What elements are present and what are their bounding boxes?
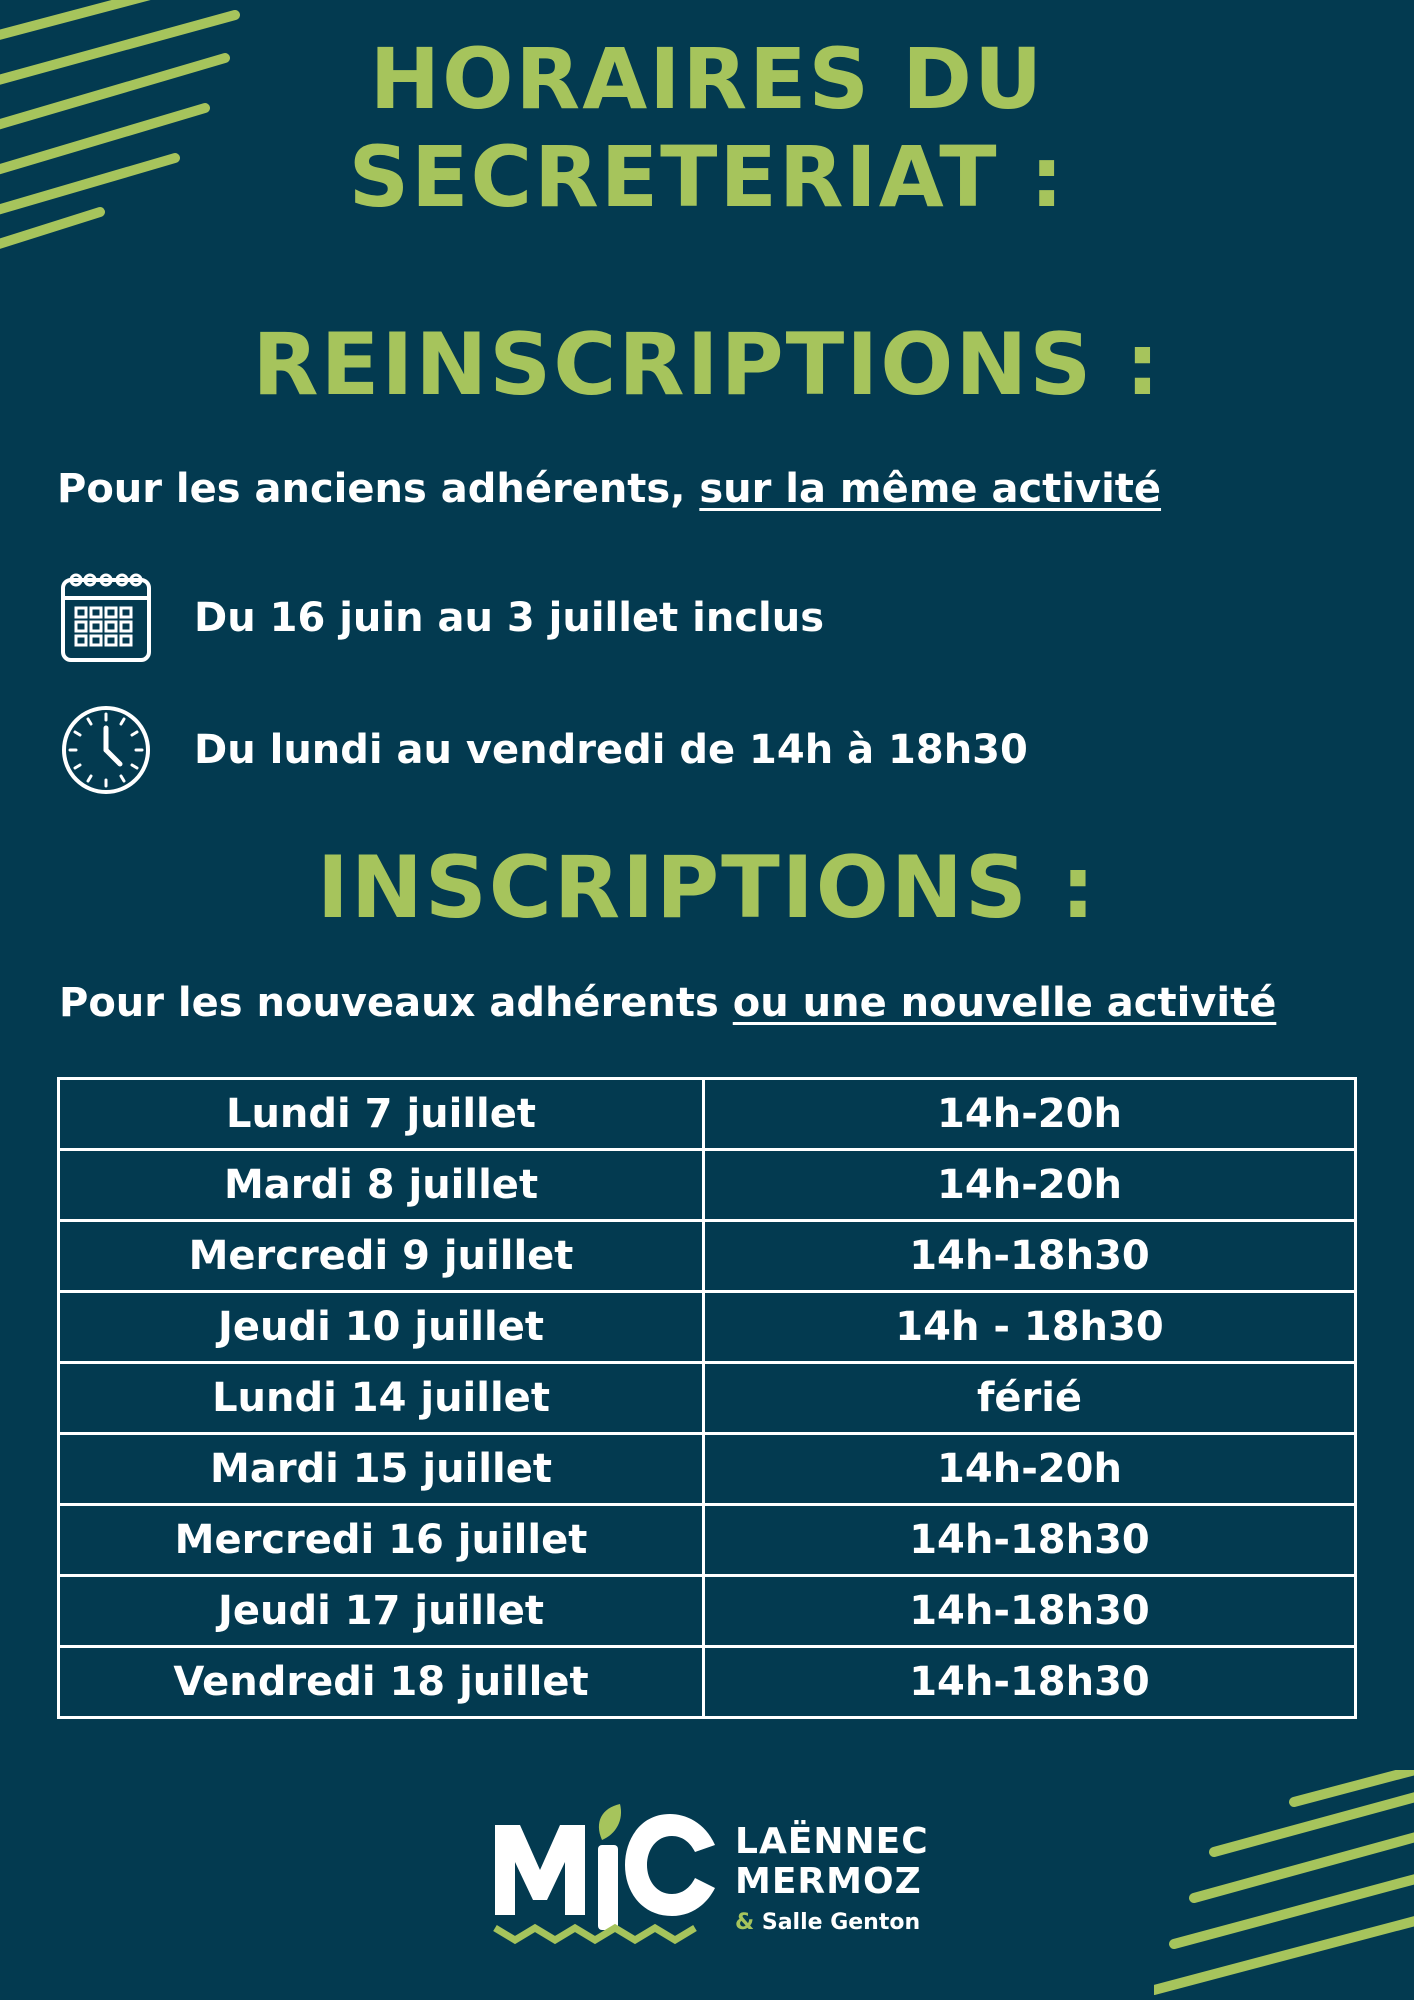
- inscriptions-intro-text: Pour les nouveaux adhérents: [59, 980, 733, 1026]
- schedule-day: Mercredi 9 juillet: [59, 1221, 704, 1292]
- schedule-hours: 14h-20h: [704, 1434, 1356, 1505]
- table-row: [59, 1363, 1356, 1434]
- reinscriptions-intro-underlined: sur la même activité: [699, 466, 1162, 512]
- logo-subtitle: [735, 1910, 920, 1935]
- table-row: [59, 1079, 1356, 1150]
- logo-ampersand: &: [735, 1910, 755, 1935]
- inscriptions-intro-underlined: ou une nouvelle activité: [732, 980, 1277, 1026]
- table-row: [59, 1221, 1356, 1292]
- clock-icon: [60, 704, 152, 796]
- table-row: [59, 1647, 1356, 1718]
- schedule-day: Vendredi 18 juillet: [59, 1647, 704, 1718]
- page-title-line-2: SECRETERIAT :: [348, 128, 1066, 226]
- schedule-table: [57, 1077, 1357, 1719]
- page-title-line-1: HORAIRES DU: [369, 30, 1045, 128]
- schedule-hours: 14h-20h: [704, 1150, 1356, 1221]
- schedule-hours: 14h-18h30: [704, 1221, 1356, 1292]
- table-row: [59, 1434, 1356, 1505]
- schedule-day: Mardi 15 juillet: [59, 1434, 704, 1505]
- mjc-logo: [490, 1800, 930, 1950]
- mjc-logo-mark: [490, 1800, 730, 1950]
- schedule-day: Mardi 8 juillet: [59, 1150, 704, 1221]
- logo-name: [735, 1822, 929, 1902]
- schedule-day: Lundi 7 juillet: [59, 1079, 704, 1150]
- logo-name-line-2: MERMOZ: [735, 1861, 922, 1902]
- schedule-day: Lundi 14 juillet: [59, 1363, 704, 1434]
- reinscriptions-hours-text: Du lundi au vendredi de 14h à 18h30: [194, 727, 1028, 773]
- table-row: [59, 1576, 1356, 1647]
- logo-name-line-1: LAËNNEC: [735, 1821, 929, 1862]
- schedule-day: Jeudi 10 juillet: [59, 1292, 704, 1363]
- page-title: [0, 30, 1414, 226]
- schedule-hours: 14h-18h30: [704, 1576, 1356, 1647]
- reinscriptions-intro-text: Pour les anciens adhérents,: [57, 466, 700, 512]
- reinscriptions-heading: REINSCRIPTIONS :: [252, 315, 1162, 415]
- reinscriptions-intro: [57, 466, 1161, 512]
- inscriptions-heading: INSCRIPTIONS :: [316, 838, 1098, 938]
- table-row: [59, 1150, 1356, 1221]
- schedule-hours: 14h - 18h30: [704, 1292, 1356, 1363]
- decorative-stripes-bottom-right: [1154, 1770, 1414, 2000]
- table-row: [59, 1292, 1356, 1363]
- reinscriptions-hours-row: [60, 704, 1028, 796]
- schedule-day: Mercredi 16 juillet: [59, 1505, 704, 1576]
- schedule-day: Jeudi 17 juillet: [59, 1576, 704, 1647]
- reinscriptions-dates-text: Du 16 juin au 3 juillet inclus: [194, 595, 825, 641]
- schedule-hours: 14h-20h: [704, 1079, 1356, 1150]
- schedule-hours: 14h-18h30: [704, 1647, 1356, 1718]
- calendar-icon: [60, 572, 152, 664]
- logo-subtitle-text: Salle Genton: [754, 1910, 921, 1935]
- inscriptions-intro: [59, 980, 1276, 1026]
- reinscriptions-dates-row: [60, 572, 824, 664]
- schedule-hours: 14h-18h30: [704, 1505, 1356, 1576]
- table-row: [59, 1505, 1356, 1576]
- schedule-hours: férié: [704, 1363, 1356, 1434]
